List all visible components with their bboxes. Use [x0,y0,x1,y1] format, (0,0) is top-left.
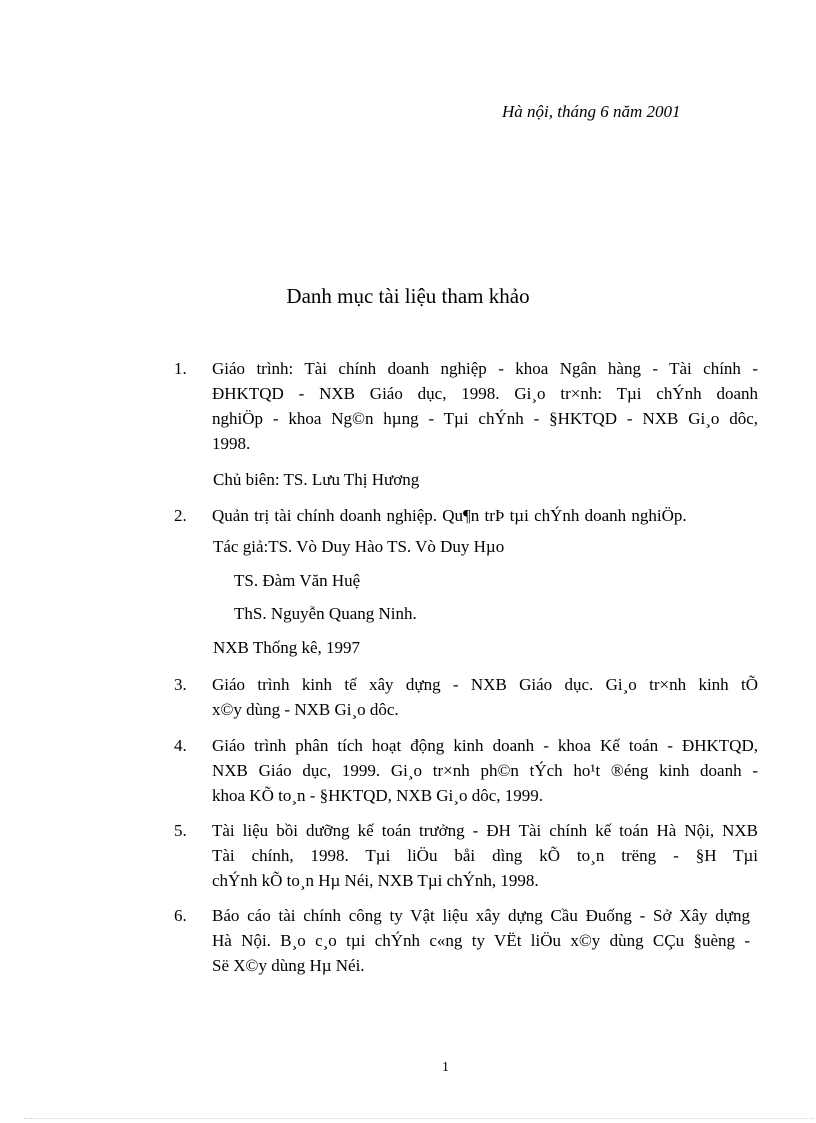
reference-line: ĐHKTQD - NXB Giáo dục, 1998. Gi¸o tr×nh: Tµi chÝnh doanh [212,384,758,403]
reference-line: nghiÖp - khoa Ng©n hµng - Tµi chÝnh - §HKTQD - NXB Gi¸o dôc, [212,409,758,428]
reference-line: Tài chính, 1998. Tµi liÖu båi dìng kÕ to¸n trëng - §H Tµi [212,846,758,865]
reference-line: Giáo trình phân tích hoạt động kinh doanh - khoa Kế toán - ĐHKTQD, [212,736,758,755]
reference-line: Së X©y dùng Hµ Néi. [212,956,365,975]
reference-number: 3. [174,675,187,694]
reference-line: NXB Giáo dục, 1999. Gi¸o tr×nh ph©n tÝch ho¹t ®éng kinh doanh - [212,761,758,780]
reference-number: 4. [174,736,187,755]
reference-item-1 [174,356,758,456]
reference-line: Quản trị tài chính doanh nghiệp. Qu¶n trÞ tµi chÝnh doanh nghiÖp. [212,506,687,525]
reference-sub-line: Chủ biên: TS. Lưu Thị Hương [213,470,420,489]
reference-number: 2. [174,506,187,525]
page-title: Danh mục tài liệu tham khảo [286,284,530,308]
reference-item-2 [174,503,750,528]
reference-line: x©y dùng - NXB Gi¸o dôc. [212,700,399,719]
reference-item-3 [174,672,758,722]
reference-number: 5. [174,821,187,840]
reference-line: Tài liệu bồi dưỡng kế toán trưởng - ĐH Tài chính kế toán Hà Nội, NXB [212,821,758,840]
reference-number: 6. [174,906,187,925]
footer-divider [24,1118,814,1119]
reference-sub-line: NXB Thống kê, 1997 [213,638,361,657]
reference-number: 1. [174,359,187,378]
reference-sub-line: ThS. Nguyễn Quang Ninh. [234,604,417,623]
reference-item-6 [174,903,750,978]
reference-line: Hà Nội. B¸o c¸o tµi chÝnh c«ng ty VËt liÖu x©y dùng CÇu §uèng - [212,931,750,950]
reference-line: Giáo trình kinh tế xây dựng - NXB Giáo dục. Gi¸o tr×nh kinh tÕ [212,675,758,694]
page-number: 1 [442,1060,449,1075]
reference-line: 1998. [212,434,251,453]
reference-item-4 [174,733,758,808]
reference-item-5 [174,818,758,893]
date-line: Hà nội, tháng 6 năm 2001 [502,102,681,121]
reference-line: chÝnh kÕ to¸n Hµ Néi, NXB Tµi chÝnh, 1998. [212,871,539,890]
reference-sub-line: Tác giả:TS. Vò Duy Hào TS. Vò Duy Hµo [213,537,505,556]
reference-sub-line: TS. Đàm Văn Huệ [234,571,361,590]
reference-line: Giáo trình: Tài chính doanh nghiệp - khoa Ngân hàng - Tài chính - [212,359,758,378]
reference-line: Báo cáo tài chính công ty Vật liệu xây dựng Cầu Đuống - Sở Xây dựng [212,906,750,925]
reference-line: khoa KÕ to¸n - §HKTQD, NXB Gi¸o dôc, 1999. [212,786,543,805]
